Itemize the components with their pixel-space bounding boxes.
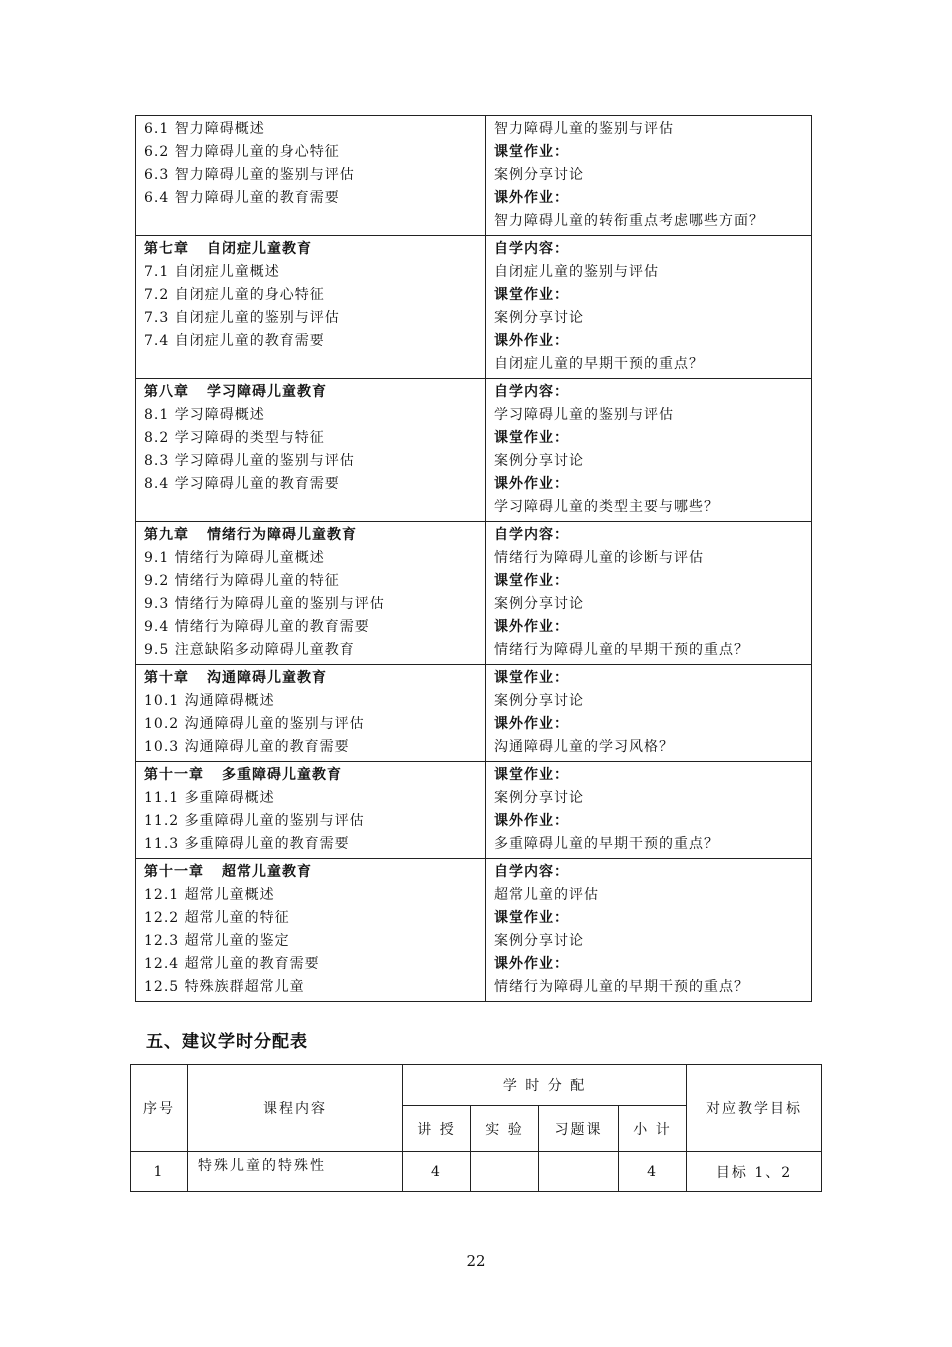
section-item: 12.5 特殊族群超常儿童 xyxy=(144,979,305,995)
chapter-heading xyxy=(144,861,477,884)
chapter-tasks-cell xyxy=(486,522,812,665)
chapter-title: 超常儿童教育 xyxy=(222,864,312,880)
header-exercise: 习题课 xyxy=(539,1106,619,1152)
task-label: 课外作业： xyxy=(494,716,569,732)
row-lab xyxy=(471,1152,539,1192)
section-item: 12.3 超常儿童的鉴定 xyxy=(144,933,290,949)
section-item: 6.2 智力障碍儿童的身心特征 xyxy=(144,144,340,160)
section-item: 9.2 情绪行为障碍儿童的特征 xyxy=(144,573,340,589)
chapter-sections-cell xyxy=(136,665,486,762)
chapter-title: 自闭症儿童教育 xyxy=(207,241,312,257)
chapter-tasks-cell xyxy=(486,665,812,762)
chapter-row xyxy=(136,665,812,762)
task-label: 自学内容： xyxy=(494,384,569,400)
task-text: 案例分享讨论 xyxy=(494,596,584,612)
chapter-number: 第十章 xyxy=(144,670,189,686)
chapter-heading xyxy=(144,667,477,690)
row-lecture: 4 xyxy=(403,1152,471,1192)
task-text: 自闭症儿童的早期干预的重点？ xyxy=(494,356,704,372)
header-lab: 实 验 xyxy=(471,1106,539,1152)
section-item: 8.2 学习障碍的类型与特征 xyxy=(144,430,325,446)
section-item: 9.1 情绪行为障碍儿童概述 xyxy=(144,550,325,566)
chapter-sections-cell xyxy=(136,522,486,665)
task-text: 情绪行为障碍儿童的早期干预的重点？ xyxy=(494,979,749,995)
task-text: 案例分享讨论 xyxy=(494,933,584,949)
task-text: 智力障碍儿童的转衔重点考虑哪些方面？ xyxy=(494,213,764,229)
chapter-row xyxy=(136,859,812,1002)
section-item: 7.3 自闭症儿童的鉴别与评估 xyxy=(144,310,340,326)
row-index: 1 xyxy=(131,1152,188,1192)
section-item: 7.2 自闭症儿童的身心特征 xyxy=(144,287,325,303)
section-item: 6.3 智力障碍儿童的鉴别与评估 xyxy=(144,167,355,183)
chapter-title: 情绪行为障碍儿童教育 xyxy=(207,527,357,543)
header-goal: 对应教学目标 xyxy=(687,1065,822,1152)
chapter-title: 多重障碍儿童教育 xyxy=(222,767,342,783)
task-text: 案例分享讨论 xyxy=(494,453,584,469)
section-item: 9.5 注意缺陷多动障碍儿童教育 xyxy=(144,642,355,658)
task-label: 课外作业： xyxy=(494,476,569,492)
task-text: 情绪行为障碍儿童的诊断与评估 xyxy=(494,550,704,566)
chapter-row xyxy=(136,762,812,859)
task-text: 自闭症儿童的鉴别与评估 xyxy=(494,264,659,280)
header-subtotal: 小 计 xyxy=(619,1106,687,1152)
chapter-number: 第十一章 xyxy=(144,767,204,783)
chapter-sections-cell xyxy=(136,859,486,1002)
chapter-sections-cell xyxy=(136,236,486,379)
section-title: 五、建议学时分配表 xyxy=(146,1032,308,1052)
section-item: 6.4 智力障碍儿童的教育需要 xyxy=(144,190,340,206)
task-label: 课堂作业： xyxy=(494,144,569,160)
task-text: 学习障碍儿童的鉴别与评估 xyxy=(494,407,674,423)
task-label: 自学内容： xyxy=(494,527,569,543)
row-content: 特殊儿童的特殊性 xyxy=(188,1152,403,1192)
chapter-heading xyxy=(144,764,477,787)
chapter-tasks-cell xyxy=(486,762,812,859)
section-item: 8.4 学习障碍儿童的教育需要 xyxy=(144,476,340,492)
chapter-sections-cell xyxy=(136,379,486,522)
section-item: 7.4 自闭症儿童的教育需要 xyxy=(144,333,325,349)
header-hours: 学 时 分 配 xyxy=(403,1065,687,1106)
chapter-heading xyxy=(144,238,477,261)
task-label: 课外作业： xyxy=(494,956,569,972)
task-text: 案例分享讨论 xyxy=(494,693,584,709)
row-exercise xyxy=(539,1152,619,1192)
chapter-number: 第八章 xyxy=(144,384,189,400)
section-item: 10.1 沟通障碍概述 xyxy=(144,693,275,709)
task-label: 课堂作业： xyxy=(494,910,569,926)
section-item: 12.2 超常儿童的特征 xyxy=(144,910,290,926)
chapter-heading xyxy=(144,381,477,404)
task-text: 多重障碍儿童的早期干预的重点？ xyxy=(494,836,719,852)
task-text: 案例分享讨论 xyxy=(494,310,584,326)
chapter-number: 第七章 xyxy=(144,241,189,257)
task-label: 课外作业： xyxy=(494,333,569,349)
task-label: 课堂作业： xyxy=(494,287,569,303)
row-subtotal: 4 xyxy=(619,1152,687,1192)
task-label: 课外作业： xyxy=(494,190,569,206)
task-label: 课堂作业： xyxy=(494,767,569,783)
page-number: 22 xyxy=(466,1252,486,1270)
task-text: 案例分享讨论 xyxy=(494,167,584,183)
task-label: 课堂作业： xyxy=(494,670,569,686)
chapter-sections-cell xyxy=(136,762,486,859)
task-text: 案例分享讨论 xyxy=(494,790,584,806)
section-item: 11.3 多重障碍儿童的教育需要 xyxy=(144,836,350,852)
section-item: 11.1 多重障碍概述 xyxy=(144,790,275,806)
task-label: 课堂作业： xyxy=(494,430,569,446)
hours-allocation-table xyxy=(130,1064,822,1192)
section-item: 9.3 情绪行为障碍儿童的鉴别与评估 xyxy=(144,596,385,612)
chapter-title: 沟通障碍儿童教育 xyxy=(207,670,327,686)
chapter-row xyxy=(136,116,812,236)
chapter-heading xyxy=(144,524,477,547)
row-goal: 目标 1、2 xyxy=(687,1152,822,1192)
chapter-number: 第十一章 xyxy=(144,864,204,880)
chapter-number: 第九章 xyxy=(144,527,189,543)
section-item: 10.2 沟通障碍儿童的鉴别与评估 xyxy=(144,716,365,732)
section-item: 6.1 智力障碍概述 xyxy=(144,121,265,137)
section-item: 8.3 学习障碍儿童的鉴别与评估 xyxy=(144,453,355,469)
chapter-tasks-cell xyxy=(486,859,812,1002)
section-item: 8.1 学习障碍概述 xyxy=(144,407,265,423)
task-text: 情绪行为障碍儿童的早期干预的重点？ xyxy=(494,642,749,658)
chapter-tasks-cell xyxy=(486,236,812,379)
header-content: 课程内容 xyxy=(188,1065,403,1152)
header-lecture: 讲 授 xyxy=(403,1106,471,1152)
task-text: 沟通障碍儿童的学习风格？ xyxy=(494,739,674,755)
task-label: 课堂作业： xyxy=(494,573,569,589)
chapter-row xyxy=(136,522,812,665)
chapter-tasks-cell xyxy=(486,379,812,522)
chapter-title: 学习障碍儿童教育 xyxy=(207,384,327,400)
table-row xyxy=(131,1152,822,1192)
section-item: 9.4 情绪行为障碍儿童的教育需要 xyxy=(144,619,370,635)
section-item: 12.4 超常儿童的教育需要 xyxy=(144,956,320,972)
chapter-row xyxy=(136,236,812,379)
task-label: 课外作业： xyxy=(494,619,569,635)
task-text: 超常儿童的评估 xyxy=(494,887,599,903)
section-item: 12.1 超常儿童概述 xyxy=(144,887,275,903)
task-label: 自学内容： xyxy=(494,864,569,880)
chapter-row xyxy=(136,379,812,522)
chapter-sections-cell xyxy=(136,116,486,236)
course-outline-table xyxy=(135,115,812,1002)
section-item: 11.2 多重障碍儿童的鉴别与评估 xyxy=(144,813,365,829)
header-index: 序号 xyxy=(131,1065,188,1152)
section-item: 7.1 自闭症儿童概述 xyxy=(144,264,280,280)
task-label: 课外作业： xyxy=(494,813,569,829)
task-text: 智力障碍儿童的鉴别与评估 xyxy=(494,121,674,137)
section-item: 10.3 沟通障碍儿童的教育需要 xyxy=(144,739,350,755)
chapter-tasks-cell xyxy=(486,116,812,236)
task-text: 学习障碍儿童的类型主要与哪些？ xyxy=(494,499,719,515)
task-label: 自学内容： xyxy=(494,241,569,257)
